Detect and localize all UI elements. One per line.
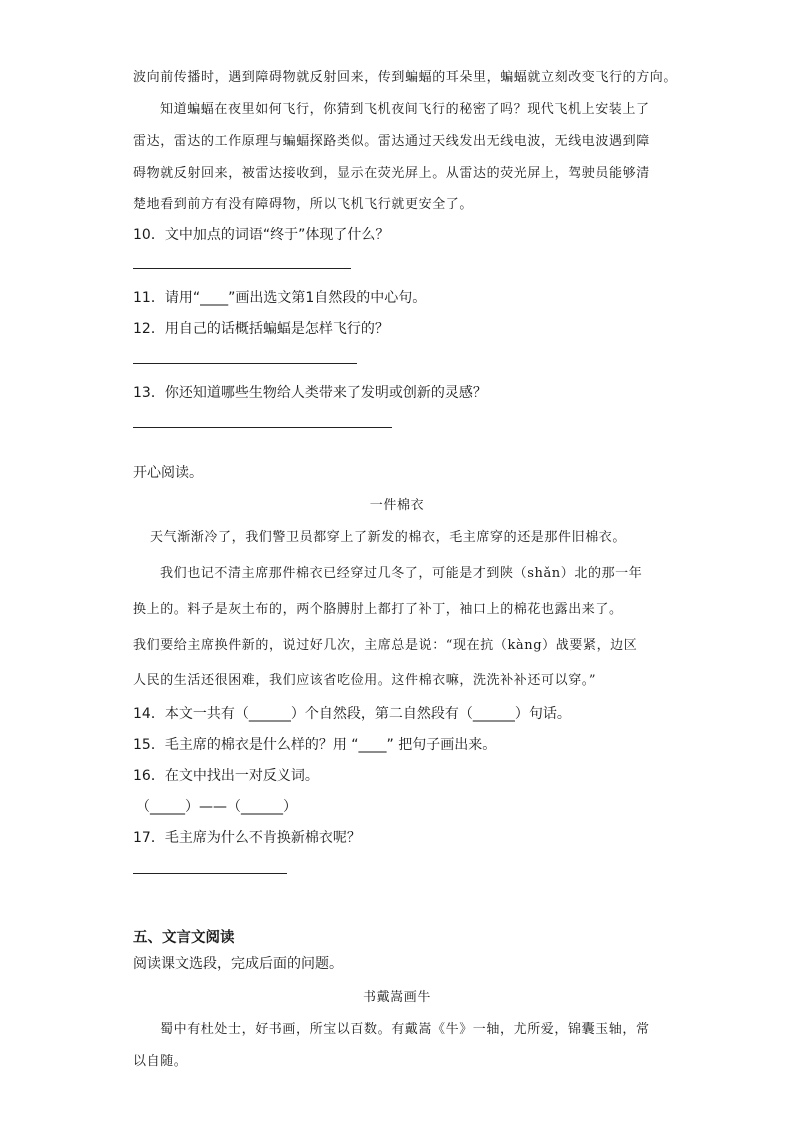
- question-17: 17．毛主席为什么不肯换新棉衣呢？: [133, 830, 361, 846]
- passage-line: 以自随。: [133, 1054, 188, 1069]
- passage-line: 雷达，雷达的工作原理与蝙蝠探路类似。雷达通过天线发出无线电波，无线电波遇到障: [133, 134, 650, 149]
- passage-line: 我们要给主席换件新的，说过好几次，主席总是说：“现在抗（kàng）战要紧，边区: [133, 638, 638, 653]
- question-15: 15．毛主席的棉衣是什么样的？用 “____” 把句子画出来。: [133, 737, 497, 753]
- passage-line: 蜀中有杜处士，好书画，所宝以百数。有戴嵩《牛》一轴，尤所爱，锦囊玉轴，常: [160, 1022, 650, 1037]
- passage-line: 楚地看到前方有没有障碍物，所以飞机飞行就更安全了。: [133, 197, 474, 212]
- question-12: 12．用自己的话概括蝙蝠是怎样飞行的？: [133, 321, 389, 337]
- passage-title: 一件棉衣: [369, 498, 425, 513]
- answer-line-13[interactable]: [133, 427, 392, 428]
- question-11: 11．请用“____”画出选文第1自然段的中心句。: [133, 290, 427, 306]
- passage-line: 换上的。料子是灰土布的，两个胳膊肘上都打了补丁，袖口上的棉花也露出来了。: [133, 602, 623, 617]
- question-13: 13．你还知道哪些生物给人类带来了发明或创新的灵感？: [133, 385, 487, 401]
- answer-line-12[interactable]: [133, 363, 357, 364]
- reading-heading: 开心阅读。: [133, 465, 203, 481]
- answer-line-17[interactable]: [133, 873, 287, 874]
- question-16: 16．在文中找出一对反义词。: [133, 768, 319, 784]
- section-heading: 五、文言文阅读: [133, 930, 235, 946]
- section-instruction: 阅读课文选段，完成后面的问题。: [133, 956, 343, 972]
- answer-line-10[interactable]: [133, 268, 351, 269]
- question-16-answer[interactable]: （_____）——（______）: [136, 799, 297, 815]
- passage-line: 天气渐渐冷了，我们警卫员都穿上了新发的棉衣，毛主席穿的还是那件旧棉衣。: [150, 530, 627, 545]
- question-14: 14．本文一共有（______）个自然段，第二自然段有（______）句话。: [133, 706, 571, 722]
- question-10: 10．文中加点的词语“终于”体现了什么？: [133, 227, 390, 243]
- passage-line: 碍物就反射回来，被雷达接收到，显示在荧光屏上。从雷达的荧光屏上，驾驶员能够清: [133, 166, 650, 181]
- passage-line: 波向前传播时，遇到障碍物就反射回来，传到蝙蝠的耳朵里，蝙蝠就立刻改变飞行的方向。: [133, 70, 678, 85]
- passage-line: 知道蝙蝠在夜里如何飞行，你猜到飞机夜间飞行的秘密了吗？现代飞机上安装上了: [160, 102, 650, 117]
- passage-line: 我们也记不清主席那件棉衣已经穿过几冬了，可能是才到陕（shǎn）北的那一年: [160, 566, 643, 581]
- passage-title: 书戴嵩画牛: [362, 990, 431, 1005]
- passage-line: 人民的生活还很困难，我们应该省吃俭用。这件棉衣嘛，洗洗补补还可以穿。”: [133, 673, 597, 688]
